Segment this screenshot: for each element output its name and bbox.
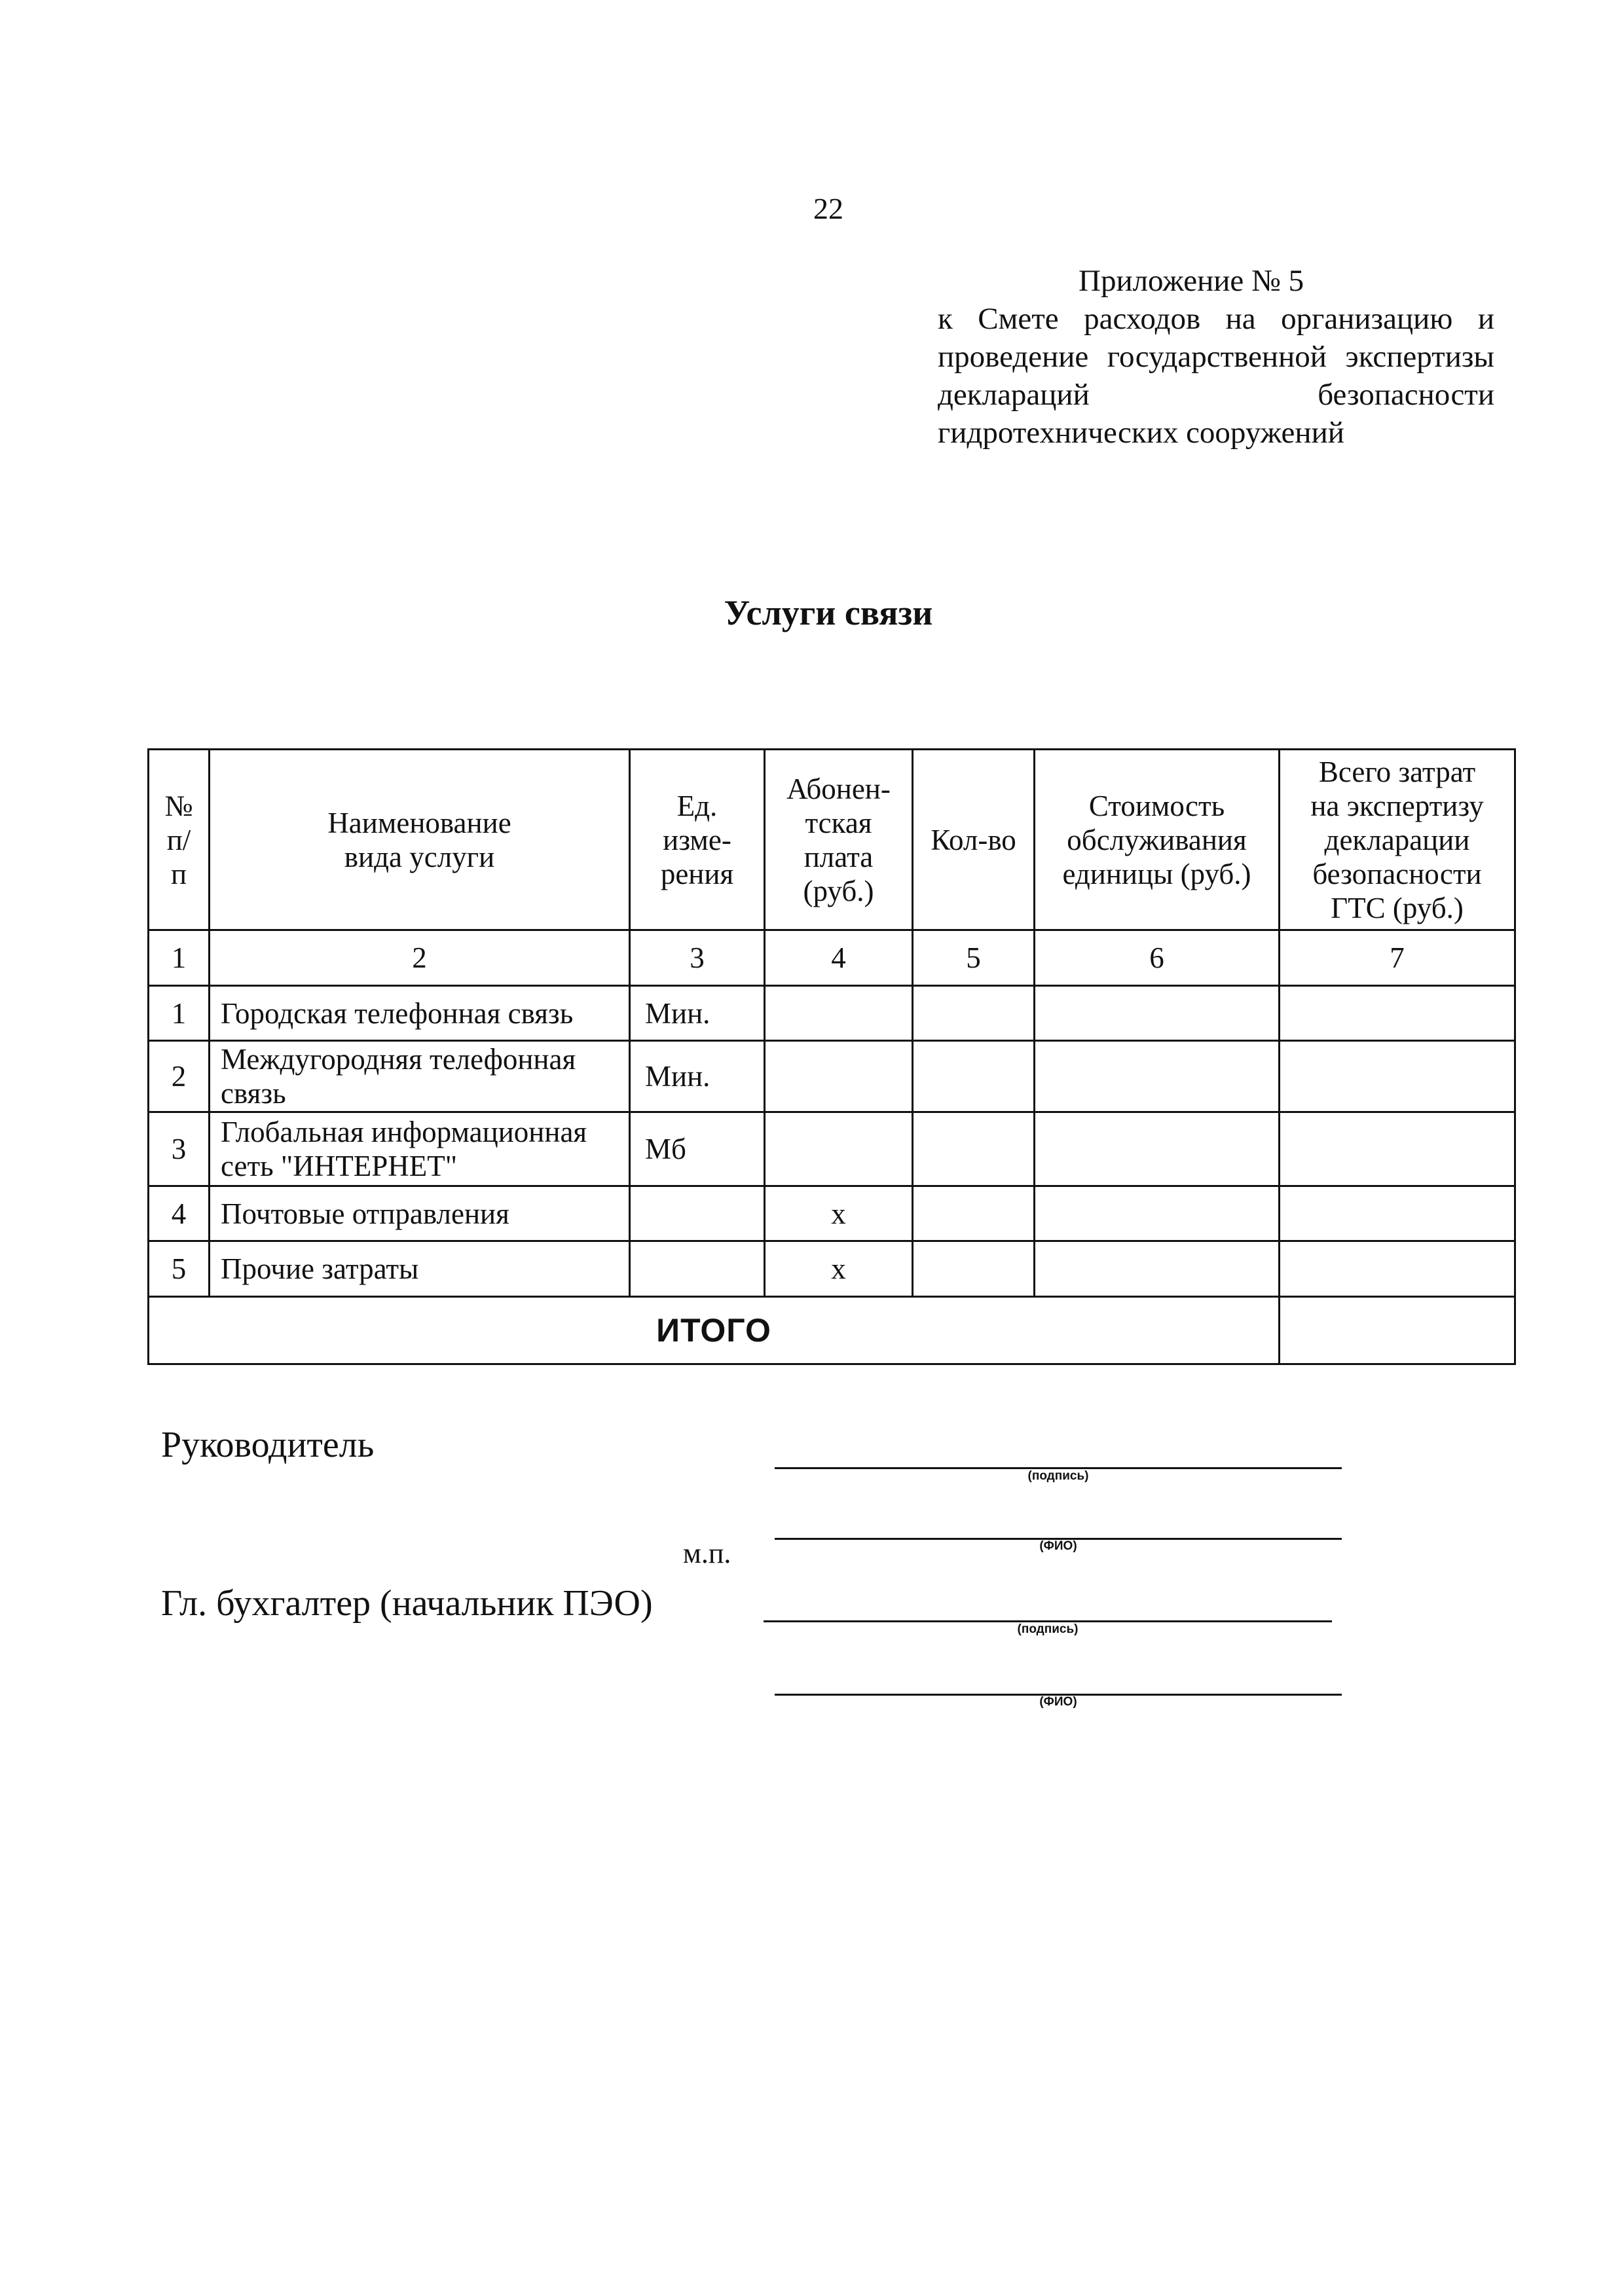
column-number: 2 — [210, 930, 630, 986]
cost-cell — [1035, 1186, 1280, 1241]
header-total-cost: Всего затрат на экспертизу декларации безопасности ГТС (руб.) — [1280, 750, 1515, 930]
row-number: 3 — [149, 1112, 210, 1186]
header-service-name: Наименование вида услуги — [210, 750, 630, 930]
head-name-caption: (ФИО) — [1039, 1539, 1077, 1553]
cost-cell — [1035, 986, 1280, 1041]
cost-cell — [1035, 1241, 1280, 1297]
service-name: Почтовые отправления — [210, 1186, 630, 1241]
unit-cell: Мб — [630, 1112, 765, 1186]
quantity-cell — [913, 1041, 1035, 1112]
table-header-row — [149, 750, 1515, 930]
fee-cell — [765, 986, 913, 1041]
table-row — [149, 1112, 1515, 1186]
service-name: Глобальная информационная сеть "ИНТЕРНЕТ" — [210, 1112, 630, 1186]
head-signature-caption: (подпись) — [1027, 1469, 1089, 1483]
services-table — [147, 748, 1516, 1365]
quantity-cell — [913, 1112, 1035, 1186]
column-number-row — [149, 930, 1515, 986]
row-number: 4 — [149, 1186, 210, 1241]
quantity-cell — [913, 1241, 1035, 1297]
row-number: 2 — [149, 1041, 210, 1112]
unit-cell — [630, 1241, 765, 1297]
accountant-role: Гл. бухгалтер (начальник ПЭО) — [161, 1583, 653, 1624]
accountant-name-caption: (ФИО) — [1039, 1695, 1077, 1709]
header-subscription-fee: Абонен- тская плата (руб.) — [765, 750, 913, 930]
fee-cell — [765, 1041, 913, 1112]
unit-cell: Мин. — [630, 986, 765, 1041]
total-value — [1280, 1297, 1515, 1364]
unit-cell — [630, 1186, 765, 1241]
cost-cell — [1035, 1112, 1280, 1186]
total-cell — [1280, 1186, 1515, 1241]
page-number: 22 — [813, 192, 843, 225]
service-name: Прочие затраты — [210, 1241, 630, 1297]
total-row — [149, 1297, 1515, 1364]
fee-cell — [765, 1112, 913, 1186]
header-number: № п/ п — [149, 750, 210, 930]
accountant-signature-caption: (подпись) — [1017, 1622, 1079, 1636]
appendix-title: Приложение № 5 — [1079, 264, 1304, 298]
appendix-reference — [938, 262, 1494, 452]
appendix-line: к Смете расходов на организацию и — [938, 302, 1494, 336]
service-name: Городская телефонная связь — [210, 986, 630, 1041]
total-cell — [1280, 1112, 1515, 1186]
head-role: Руководитель — [161, 1425, 375, 1465]
appendix-line: проведение государственной экспертизы — [938, 340, 1494, 374]
row-number: 5 — [149, 1241, 210, 1297]
appendix-line: деклараций безопасности — [938, 378, 1494, 412]
table-row — [149, 986, 1515, 1041]
fee-cell: х — [765, 1186, 913, 1241]
header-quantity: Кол-во — [913, 750, 1035, 930]
header-unit-cost: Стоимость обслуживания единицы (руб.) — [1035, 750, 1280, 930]
total-label: ИТОГО — [149, 1297, 1280, 1364]
total-cell — [1280, 1041, 1515, 1112]
stamp-placeholder: м.п. — [683, 1537, 731, 1569]
column-number: 7 — [1280, 930, 1515, 986]
quantity-cell — [913, 986, 1035, 1041]
table-row — [149, 1041, 1515, 1112]
column-number: 4 — [765, 930, 913, 986]
unit-cell: Мин. — [630, 1041, 765, 1112]
cost-cell — [1035, 1041, 1280, 1112]
appendix-line: гидротехнических сооружений — [938, 416, 1344, 450]
quantity-cell — [913, 1186, 1035, 1241]
total-cell — [1280, 1241, 1515, 1297]
fee-cell: х — [765, 1241, 913, 1297]
row-number: 1 — [149, 986, 210, 1041]
table-row — [149, 1186, 1515, 1241]
column-number: 1 — [149, 930, 210, 986]
total-cell — [1280, 986, 1515, 1041]
column-number: 3 — [630, 930, 765, 986]
service-name: Междугородняя телефонная связь — [210, 1041, 630, 1112]
column-number: 5 — [913, 930, 1035, 986]
column-number: 6 — [1035, 930, 1280, 986]
table-row — [149, 1241, 1515, 1297]
header-unit: Ед. изме- рения — [630, 750, 765, 930]
document-title: Услуги связи — [724, 593, 933, 632]
